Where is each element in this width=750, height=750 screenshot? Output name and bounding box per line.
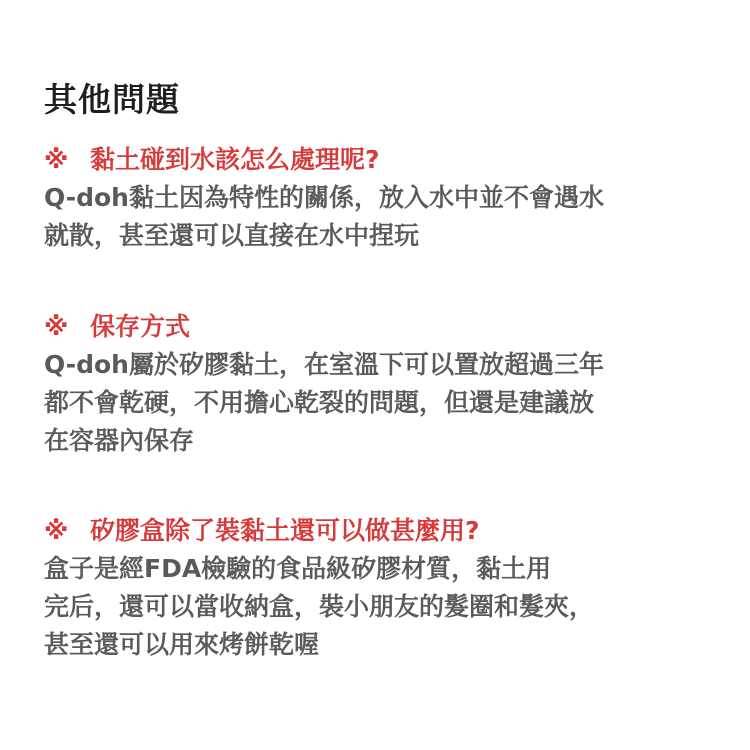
faq-section-water <box>44 141 724 255</box>
answer-line: 盒子是經FDA檢驗的食品級矽膠材質，黏土用 <box>44 554 552 583</box>
reference-mark-icon: ※ <box>44 516 69 545</box>
reference-mark-icon: ※ <box>44 312 69 341</box>
answer-line: 完后，還可以當收納盒，裝小朋友的髮圈和髮夾， <box>44 592 595 621</box>
faq-question <box>44 512 724 550</box>
question-text: 黏土碰到水該怎么處理呢? <box>90 145 380 174</box>
answer-line: 就散，甚至還可以直接在水中捏玩 <box>44 221 420 250</box>
faq-section-storage <box>44 308 724 460</box>
faq-question <box>44 308 724 346</box>
faq-section-silicone-box <box>44 512 724 664</box>
reference-mark-icon: ※ <box>44 145 69 174</box>
faq-question <box>44 141 724 179</box>
answer-line: 在容器內保存 <box>44 426 195 455</box>
question-text: 保存方式 <box>90 312 191 341</box>
question-text: 矽膠盒除了裝黏土還可以做甚麼用? <box>90 516 480 545</box>
answer-line: Q-doh黏土因為特性的關係，放入水中並不會遇水 <box>44 183 604 212</box>
page-title: 其他問題 <box>44 80 180 119</box>
answer-line: 甚至還可以用來烤餅乾喔 <box>44 630 320 659</box>
answer-line: Q-doh屬於矽膠黏土，在室溫下可以置放超過三年 <box>44 350 604 379</box>
answer-line: 都不會乾硬，不用擔心乾裂的問題，但還是建議放 <box>44 388 595 417</box>
